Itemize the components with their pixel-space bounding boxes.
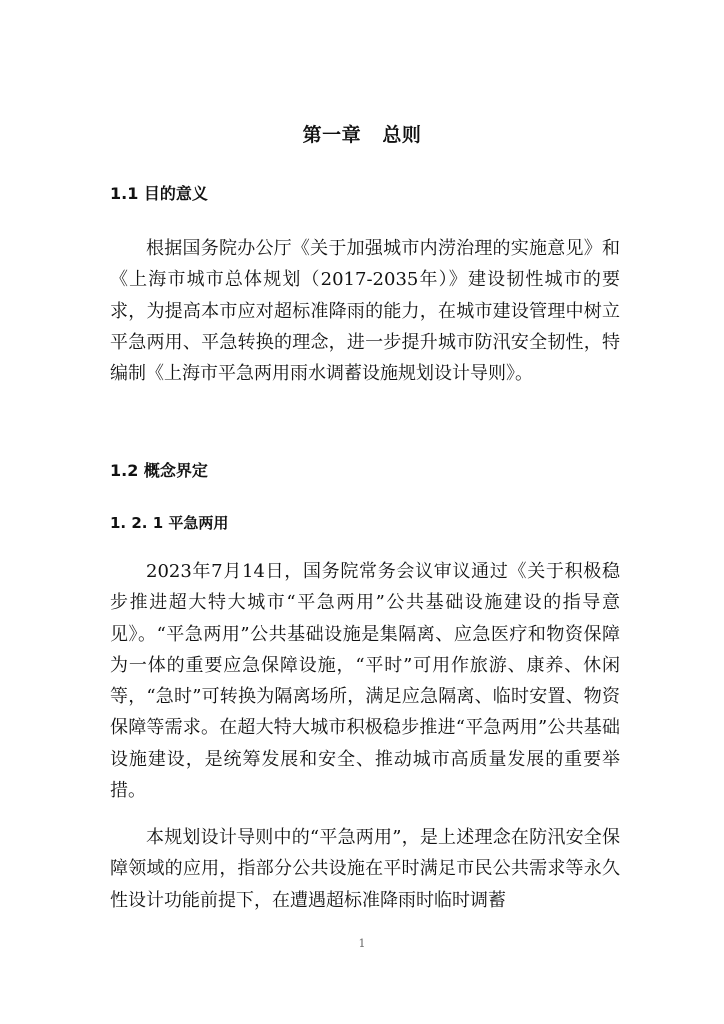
- section-1-2-1-paragraph-2: 本规划设计导则中的“平急两用”，是上述理念在防汛安全保障领域的应用，指部分公共设施在平时满足市民公共需求等永久性设计功能前提下，在遭遇超标准降雨时临时调蓄: [110, 827, 620, 911]
- section-1-1-paragraph: 根据国务院办公厅《关于加强城市内涝治理的实施意见》和《上海市城市总体规划（2017-2035年）》建设韧性城市的要求，为提高本市应对超标准降雨的能力，在城市建设管理中树立平急两用、平急转换的理念，进一步提升城市防汛安全韧性，特编制《上海市平急两用雨水调蓄设施规划设计导则》。: [110, 238, 620, 385]
- section-heading-1-2: 1.2 概念界定: [110, 461, 208, 480]
- section-heading-1-2-1: 1. 2. 1 平急两用: [110, 514, 229, 532]
- section-1-2-1-paragraph-1: 2023年7月14日，国务院常务会议审议通过《关于积极稳步推进超大特大城市“平急两用”公共基础设施建设的指导意见》。“平急两用”公共基础设施是集隔离、应急医疗和物资保障为一体的重要应急保障设施，“平时”可用作旅游、康养、休闲等，“急时”可转换为隔离场所，满足应急隔离、临时安置、物资保障等需求。在超大特大城市积极稳步推进“平急两用”公共基础设施建设，是统筹发展和安全、推动城市高质量发展的重要举措。: [110, 561, 620, 802]
- page-number: 1: [358, 937, 366, 950]
- chapter-title: 第一章 总则: [302, 124, 422, 146]
- section-heading-1-1: 1.1 目的意义: [110, 184, 208, 203]
